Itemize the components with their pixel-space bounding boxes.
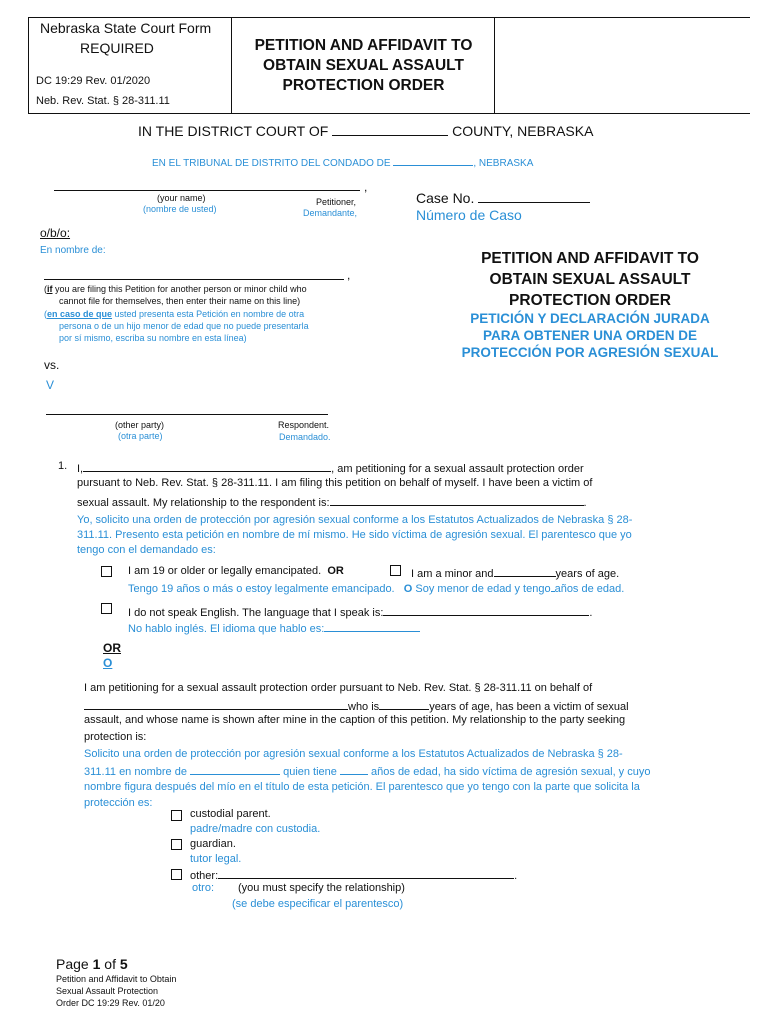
page-prefix: Page [56, 956, 93, 972]
if-note-es-line3: por sí mismo, escriba su nombre en esta línea) [59, 333, 247, 343]
other-checkbox[interactable] [171, 869, 182, 880]
respondent-label-es: Demandado. [279, 432, 331, 442]
item2-es-line3: nombre figura después del mío en el título de esta petición. El parentesco que yo tengo con la parte que solicita la [84, 781, 640, 793]
if-note: (if you are filing this Petition for another person or minor child who cannot file for themselves, then enter their name on this line) [44, 284, 307, 306]
item1-es-line3: tengo con el demandado es: [77, 544, 216, 556]
header-title-line1: PETITION AND AFFIDAVIT TO [254, 37, 473, 54]
item1-line1-tail: , am petitioning for a sexual assault protection order [331, 463, 584, 475]
item2-es-line1: Solicito una orden de protección por agresión sexual conforme a los Estatutos Actualizados de Nebraska § 28- [84, 748, 623, 760]
minor-label-es-tail: años de edad. [554, 583, 625, 595]
case-no-label: Case No. [416, 190, 475, 206]
page-number [56, 956, 128, 972]
item1-relationship-label: sexual assault. My relationship to the respondent is: [77, 497, 330, 509]
form-number: DC 19:29 Rev. 01/2020 [36, 75, 151, 87]
minor-checkbox[interactable] [390, 565, 401, 576]
over-19-option [128, 565, 344, 577]
your-name-label-es: (nombre de usted) [143, 204, 217, 214]
statute-ref: Neb. Rev. Stat. § 28-311.11 [36, 95, 170, 107]
vs-label: vs. [44, 358, 60, 372]
caption-title-es-line2: PARA OBTENER UNA ORDEN DE [482, 328, 697, 343]
other-relationship-field[interactable] [218, 867, 514, 879]
minor-label-es: Soy menor de edad y tengo [412, 583, 551, 595]
item1-line2: pursuant to Neb. Rev. Stat. § 28-311.11. I am filing this petition on behalf of myself. I have been a victim of [77, 477, 593, 489]
caption-title-es-line1: PETICIÓN Y DECLARACIÓN JURADA [470, 311, 710, 326]
page-of: of [100, 956, 120, 972]
if-note-line2: cannot file for themselves, then enter their name on this line) [59, 296, 301, 306]
item2-es [84, 747, 650, 811]
item2-es-line2-b: quien tiene [283, 765, 337, 778]
item2-person-field[interactable] [84, 698, 348, 710]
item2-line3: assault, and whose name is shown after mine in the caption of this petition. My relationship to the party seeking [84, 714, 626, 726]
item1-es [77, 513, 632, 558]
form-name: Nebraska State Court Form [40, 20, 212, 36]
obo-label: o/b/o: [40, 226, 71, 240]
caption-title-line1: PETITION AND AFFIDAVIT TO [481, 250, 699, 267]
item2-who-is: who is [348, 701, 380, 713]
respondent-label: Respondent. [278, 420, 330, 430]
respondent-name-field[interactable] [46, 414, 328, 415]
county-field-es[interactable] [393, 155, 473, 166]
guardian-label: guardian. [190, 838, 236, 850]
court-suffix-es: , NEBRASKA [473, 158, 534, 169]
footer-form-id [56, 973, 176, 1009]
item2-line1: I am petitioning for a sexual assault protection order pursuant to Neb. Rev. Stat. § 28-311.11 on behalf of [84, 682, 593, 694]
age-options-es [128, 580, 624, 595]
footer-line1: Petition and Affidavit to Obtain [56, 974, 177, 984]
caption-title [440, 248, 740, 311]
other-party-label-es: (otra parte) [118, 431, 163, 441]
item2-es-person-field[interactable] [190, 763, 280, 775]
item2-line4: protection is: [84, 731, 147, 743]
court-line-es [152, 155, 533, 169]
petitioner-label: Petitioner, [316, 197, 357, 207]
minor-label: I am a minor and [411, 568, 494, 580]
header-title [236, 36, 491, 96]
county-field[interactable] [332, 121, 448, 136]
petitioner-label-es: Demandante, [303, 208, 358, 218]
no-english-label: I do not speak English. The language that I speak is: [128, 607, 384, 619]
court-suffix: COUNTY, NEBRASKA [452, 123, 594, 139]
other-label-es: otro: [192, 882, 215, 894]
case-no-field[interactable] [478, 188, 590, 203]
item1-relationship-field[interactable] [330, 494, 584, 506]
or-label-es: O [403, 583, 413, 595]
custodial-label: custodial parent. [190, 808, 271, 820]
language-field[interactable] [383, 604, 589, 616]
item1-number: 1. [58, 460, 68, 472]
footer-line2: Sexual Assault Protection [56, 986, 159, 996]
item1-name-field[interactable] [83, 460, 331, 472]
if-note-es-line1: usted presenta esta Petición en nombre de otra [112, 309, 305, 319]
petitioner-comma: , [364, 180, 368, 194]
language-field-es[interactable] [324, 620, 420, 632]
other-party-label: (other party) [115, 420, 165, 430]
item2-age-field[interactable] [379, 698, 429, 710]
case-no [416, 188, 590, 206]
item2-line2-tail: years of age, has been a victim of sexual [429, 701, 629, 713]
item1-line1 [77, 460, 584, 475]
item1-i-label: I, [77, 463, 84, 475]
no-english-label-es: No hablo inglés. El idioma que hablo es: [128, 623, 325, 635]
minor-option [411, 565, 619, 580]
obo-label-es: En nombre de: [40, 245, 106, 256]
over-19-label-es: Tengo 19 años o más o estoy legalmente emancipado. [128, 583, 395, 595]
or-label: OR [327, 565, 344, 577]
page-current: 1 [92, 956, 101, 972]
no-english-checkbox[interactable] [101, 603, 112, 614]
other-label: other: [190, 870, 219, 882]
footer-line3: Order DC 19:29 Rev. 01/20 [56, 998, 165, 1008]
if-note-emphasis: if [47, 284, 53, 294]
court-prefix: IN THE DISTRICT COURT OF [138, 123, 329, 139]
item2-es-line2-c: años de edad, ha sido víctima de agresión sexual, y cuyo [371, 765, 651, 778]
court-line [138, 121, 593, 139]
obo-comma: , [347, 268, 351, 282]
custodial-label-es: padre/madre con custodia. [190, 823, 321, 835]
guardian-label-es: tutor legal. [190, 853, 242, 865]
form-required: REQUIRED [80, 40, 154, 56]
item2-line2 [84, 698, 629, 713]
or-separator: OR [103, 641, 121, 655]
caption-title-es [440, 310, 740, 361]
or-separator-es: O [103, 656, 113, 670]
custodial-checkbox[interactable] [171, 810, 182, 821]
minor-age-field[interactable] [494, 565, 556, 577]
vs-label-es: V [46, 378, 55, 392]
no-english-option: I do not speak English. The language that I speak is: . [128, 604, 592, 619]
header-title-line2: OBTAIN SEXUAL ASSAULT [263, 57, 464, 74]
court-prefix-es: EN EL TRIBUNAL DE DISTRITO DEL CONDADO DE [152, 158, 391, 169]
over-19-checkbox[interactable] [101, 566, 112, 577]
case-no-label-es: Número de Caso [416, 207, 522, 223]
specify-note-es: (se debe especificar el parentesco) [232, 898, 404, 910]
specify-note: (you must specify the relationship) [238, 882, 405, 894]
other-option: other: . [190, 867, 517, 882]
caption-title-line3: PROTECTION ORDER [509, 292, 671, 309]
item1-es-line2: 311.11. Presento esta petición en nombre de mí mismo. He sido víctima de agresión sexual. El parentesco que yo [77, 529, 632, 541]
item2-es-age-field[interactable] [340, 763, 368, 775]
item2-es-line2-a: 311.11 en nombre de [84, 765, 187, 778]
petitioner-name-field[interactable] [54, 190, 360, 191]
item1-es-line1: Yo, solicito una orden de protección por agresión sexual conforme a los Estatutos Actualizados de Nebraska § 28- [77, 514, 633, 526]
guardian-checkbox[interactable] [171, 839, 182, 850]
item2-es-line4: protección es: [84, 796, 153, 809]
header-title-line3: PROTECTION ORDER [282, 77, 445, 94]
minor-label-tail: years of age. [555, 568, 620, 580]
over-19-label: I am 19 or older or legally emancipated. [128, 565, 322, 577]
caption-title-es-line3: PROTECCIÓN POR AGRESIÓN SEXUAL [461, 345, 719, 360]
if-note-es-line2: persona o de un hijo menor de edad que no puede presentarla [59, 321, 309, 331]
obo-name-field[interactable] [44, 279, 344, 280]
no-english-option-es [128, 620, 420, 635]
if-note-line1: you are filing this Petition for another person or minor child who [52, 284, 307, 294]
page-total: 5 [119, 956, 128, 972]
item1-line3: sexual assault. My relationship to the respondent is: . [77, 494, 587, 509]
if-note-es: (en caso de que usted presenta esta Petición en nombre de otra persona o de un hijo menor de edad que no puede presentarla por sí mismo, escriba su nombre en esta línea) [44, 309, 309, 343]
caption-title-line2: OBTAIN SEXUAL ASSAULT [489, 271, 691, 288]
your-name-label: (your name) [157, 193, 206, 203]
if-note-es-emphasis: en caso de que [47, 309, 113, 319]
